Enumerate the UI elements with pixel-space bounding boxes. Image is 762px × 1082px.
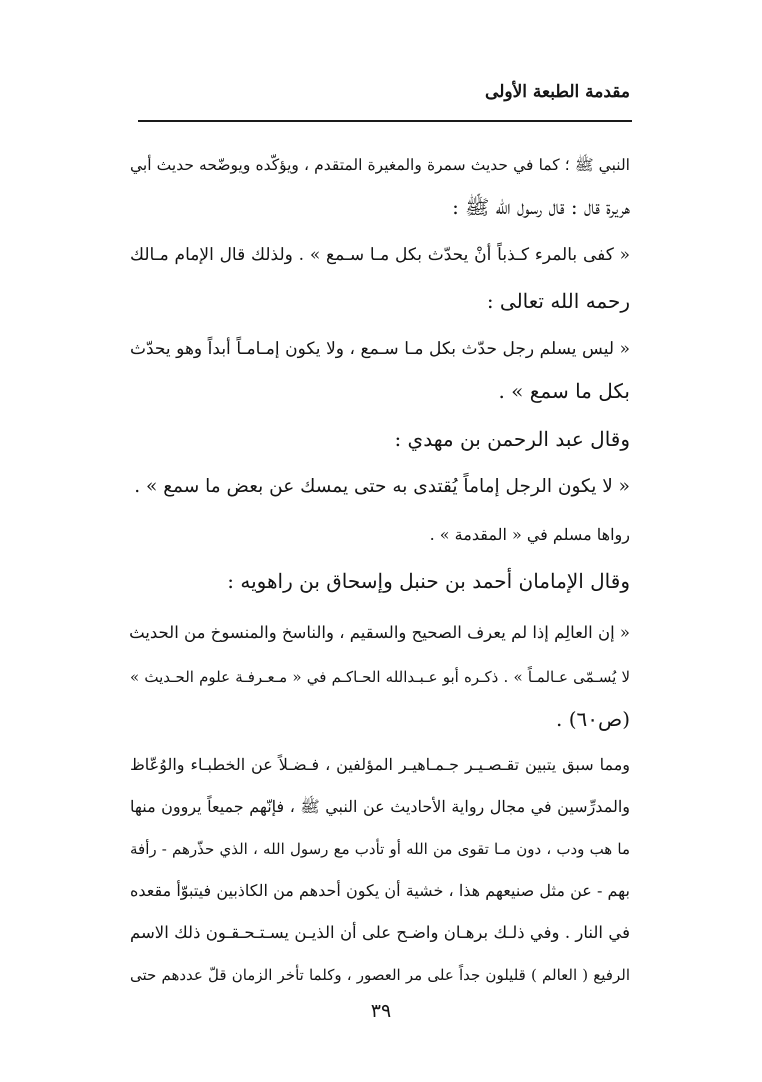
text-line: الرفيع ( العالم ) قليلون جداً على مر العصور ، وكلما تأخر الزمان قلّ عددهم حتى bbox=[130, 966, 630, 984]
text-line: ما هب ودب ، دون مـا تقوى من الله أو تأدب مع رسول الله ، الذي حذّرهم - رأفة bbox=[130, 840, 630, 858]
header-rule bbox=[138, 120, 632, 122]
text-line: ومما سبق يتبين تقـصـيـر جـمـاهيـر المؤلفين ، فـضـلاً عن الخطبـاء والوُعّاظ bbox=[130, 755, 630, 774]
text-line: « ليس يسلم رجل حدّث بكل مـا سـمع ، ولا يكون إمـامـاً أبداً وهو يحدّث bbox=[130, 339, 630, 359]
text-line: بكل ما سمع » . bbox=[498, 379, 630, 403]
text-line: وقال الإمامان أحمد بن حنبل وإسحاق بن راهويه : bbox=[227, 569, 630, 593]
text-line: (ص٦٠) . bbox=[556, 707, 630, 731]
text-line: وقال عبد الرحمن بن مهدي : bbox=[394, 427, 630, 451]
text-line: النبي ﷺ ؛ كما في حديث سمرة والمغيرة المتقدم ، ويؤكّده ويوضّحه حديث أبي bbox=[130, 156, 630, 174]
text-line: « كفى بالمرء كـذباً أنْ يحدّث بكل مـا سـمع » . ولذلك قال الإمام مـالك bbox=[130, 245, 630, 265]
text-line: هريرة قال : قال رسول الله ﷺ : bbox=[452, 195, 630, 219]
text-line: « لا يكون الرجل إماماً يُقتدى به حتى يمسك عن بعض ما سمع » . bbox=[134, 476, 630, 497]
running-title: مقدمة الطبعة الأولى bbox=[485, 82, 630, 102]
text-line: « إن العالِم إذا لم يعرف الصحيح والسقيم ، والناسخ والمنسوخ من الحديث bbox=[129, 623, 630, 642]
text-line: في النار . وفي ذلـك برهـان واضـح على أن الذيـن يسـتـحـقـون ذلك الاسم bbox=[130, 923, 630, 942]
page-number: ٣٩ bbox=[370, 1000, 392, 1022]
text-line: رحمه الله تعالى : bbox=[486, 289, 630, 313]
source-note: رواها مسلم في « المقدمة » . bbox=[429, 525, 630, 544]
text-line: والمدرِّسين في مجال رواية الأحاديث عن النبي ﷺ ، فإنّهم جميعاً يروون منها bbox=[130, 797, 630, 816]
text-line: لا يُسـمّى عـالمـاً » . ذكـره أبو عـبـدالله الحـاكـم في « مـعـرفـة علوم الحـديث » bbox=[130, 668, 630, 686]
text-line: بهم - عن مثل صنيعهم هذا ، خشية أن يكون أحدهم من الكاذبين فيتبوّأ مقعده bbox=[130, 881, 630, 900]
